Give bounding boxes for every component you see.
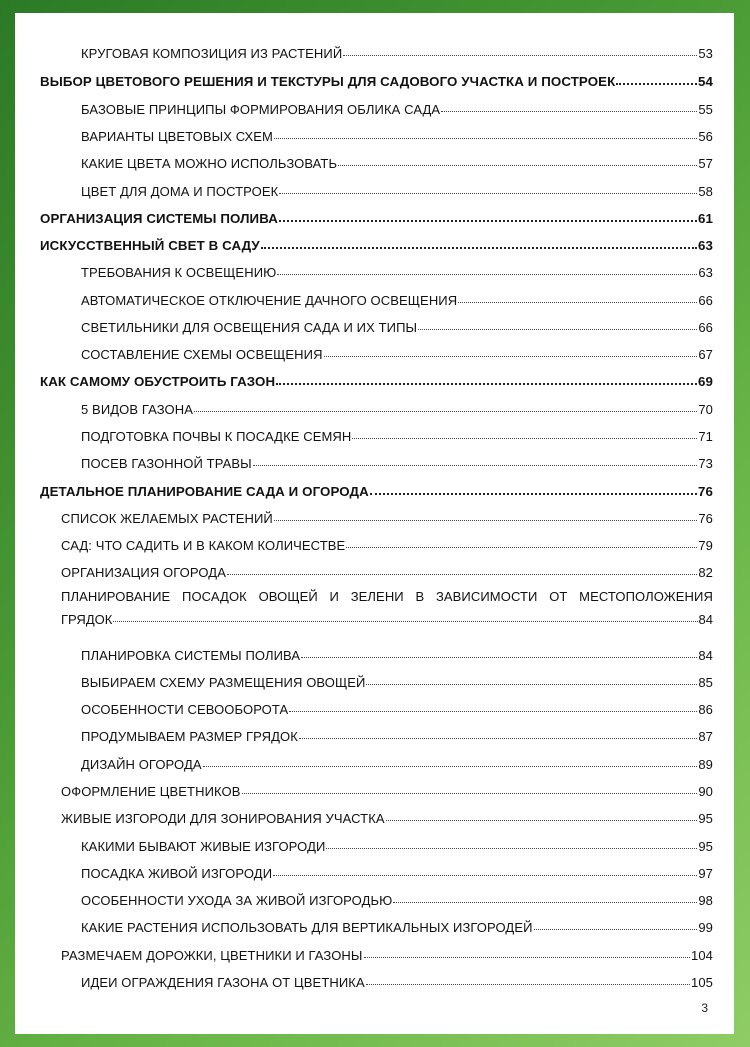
toc-entry-title: ЖИВЫЕ ИЗГОРОДИ ДЛЯ ЗОНИРОВАНИЯ УЧАСТКА (61, 811, 385, 826)
toc-entry[interactable] (81, 315, 713, 335)
toc-entry[interactable] (81, 342, 713, 362)
toc-entry[interactable] (81, 151, 713, 171)
toc-entry-page: 85 (698, 675, 713, 690)
toc-entry-title: АВТОМАТИЧЕСКОЕ ОТКЛЮЧЕНИЕ ДАЧНОГО ОСВЕЩЕНИЯ (81, 293, 458, 308)
toc-entry[interactable] (81, 724, 713, 744)
dot-leader (338, 165, 697, 166)
toc-entry[interactable] (81, 970, 713, 990)
toc-entry-title: ПЛАНИРОВКА СИСТЕМЫ ПОЛИВА (81, 648, 301, 663)
toc-entry-title-word: ЗАВИСИМОСТИ (435, 589, 538, 604)
toc-entry-page: 79 (698, 538, 713, 553)
dot-leader (274, 138, 697, 139)
toc-entry-page: 76 (698, 484, 713, 499)
dot-leader (326, 848, 697, 849)
dot-leader (194, 411, 697, 412)
toc-entry-page: 55 (698, 102, 713, 117)
toc-entry-title-word: МЕСТОПОЛОЖЕНИЯ (579, 589, 713, 604)
toc-entry[interactable] (61, 806, 713, 826)
toc-entry[interactable] (61, 779, 713, 799)
toc-entry-title: ПРОДУМЫВАЕМ РАЗМЕР ГРЯДОК (81, 729, 298, 744)
toc-entry[interactable] (81, 643, 713, 663)
toc-entry-page: 95 (698, 811, 713, 826)
dot-leader (279, 193, 697, 194)
toc-entry-title: ДИЗАЙН ОГОРОДА (81, 757, 202, 772)
toc-entry-title: КРУГОВАЯ КОМПОЗИЦИЯ ИЗ РАСТЕНИЙ (81, 46, 343, 61)
toc-entry-title: КАКИМИ БЫВАЮТ ЖИВЫЕ ИЗГОРОДИ (81, 839, 326, 854)
toc-entry-page: 86 (698, 702, 713, 717)
toc-entry-title: ДЕТАЛЬНОЕ ПЛАНИРОВАНИЕ САДА И ОГОРОДА (40, 484, 369, 499)
toc-entry-title: КАКИЕ ЦВЕТА МОЖНО ИСПОЛЬЗОВАТЬ (81, 156, 338, 171)
toc-entry-title: ВАРИАНТЫ ЦВЕТОВЫХ СХЕМ (81, 129, 273, 144)
toc-entry-title: РАЗМЕЧАЕМ ДОРОЖКИ, ЦВЕТНИКИ И ГАЗОНЫ (61, 948, 363, 963)
dot-leader (301, 657, 697, 658)
dot-leader (253, 465, 698, 466)
toc-entry-title: ТРЕБОВАНИЯ К ОСВЕЩЕНИЮ (81, 265, 277, 280)
dot-leader (261, 247, 697, 249)
toc-chapter[interactable] (40, 479, 713, 499)
dot-leader (343, 55, 697, 56)
toc-entry-page: 63 (698, 265, 713, 280)
toc-entry-page: 61 (698, 211, 713, 226)
toc-entry-page: 90 (698, 784, 713, 799)
dot-leader (393, 902, 697, 903)
toc-entry-title-word: ГРЯДОК (61, 612, 113, 627)
dot-leader (616, 83, 697, 85)
toc-entry-page: 95 (698, 839, 713, 854)
dot-leader (227, 574, 697, 575)
toc-entry-page: 58 (698, 184, 713, 199)
toc-entry-page: 54 (698, 74, 713, 89)
toc-entry[interactable] (81, 451, 713, 471)
toc-entry[interactable] (61, 943, 713, 963)
toc-entry-page: 66 (698, 293, 713, 308)
toc-entry[interactable] (81, 41, 713, 61)
dot-leader (279, 220, 697, 222)
toc-entry-page: 56 (698, 129, 713, 144)
dot-leader (386, 820, 698, 821)
toc-entry-title: ОФОРМЛЕНИЕ ЦВЕТНИКОВ (61, 784, 241, 799)
toc-entry-page: 105 (691, 975, 713, 990)
toc-entry-page: 82 (698, 565, 713, 580)
toc-entry-title-word: ПОСАДОК (182, 589, 247, 604)
toc-entry-title: ОСОБЕННОСТИ УХОДА ЗА ЖИВОЙ ИЗГОРОДЬЮ (81, 893, 393, 908)
toc-entry-page: 84 (698, 648, 713, 663)
toc-entry-title-word: ОТ (549, 589, 568, 604)
dot-leader (113, 621, 697, 622)
toc-entry-page: 73 (698, 456, 713, 471)
toc-entry-page: 76 (698, 511, 713, 526)
dot-leader (277, 274, 697, 275)
toc-entry-page: 63 (698, 238, 713, 253)
toc-entry[interactable] (81, 670, 713, 690)
toc-entry-title-word: ПЛАНИРОВАНИЕ (61, 589, 171, 604)
dot-leader (364, 957, 690, 958)
toc-entry[interactable] (81, 97, 713, 117)
dot-leader (276, 383, 697, 385)
toc-entry-title: ВЫБИРАЕМ СХЕМУ РАЗМЕЩЕНИЯ ОВОЩЕЙ (81, 675, 366, 690)
dot-leader (370, 493, 697, 495)
toc-entry-page: 89 (698, 757, 713, 772)
toc-entry-title: ВЫБОР ЦВЕТОВОГО РЕШЕНИЯ И ТЕКСТУРЫ ДЛЯ САДОВОГО УЧАСТКА И ПОСТРОЕК (40, 74, 616, 89)
toc-chapter[interactable] (40, 69, 713, 89)
toc-entry-title: ПОДГОТОВКА ПОЧВЫ К ПОСАДКЕ СЕМЯН (81, 429, 352, 444)
toc-entry-page: 69 (698, 374, 713, 389)
toc-entry[interactable] (81, 888, 713, 908)
dot-leader (458, 302, 697, 303)
toc-chapter[interactable] (40, 233, 713, 253)
toc-entry-title: КАКИЕ РАСТЕНИЯ ИСПОЛЬЗОВАТЬ ДЛЯ ВЕРТИКАЛЬНЫХ ИЗГОРОДЕЙ (81, 920, 533, 935)
toc-entry-title: СПИСОК ЖЕЛАЕМЫХ РАСТЕНИЙ (61, 511, 273, 526)
dot-leader (418, 329, 697, 330)
toc-entry-page: 98 (698, 893, 713, 908)
toc-entry[interactable] (81, 834, 713, 854)
dot-leader (366, 684, 697, 685)
table-of-contents (15, 13, 734, 1034)
toc-entry-page: 84 (698, 612, 713, 627)
toc-entry-title-word: ЗЕЛЕНИ (350, 589, 404, 604)
toc-entry-page: 70 (698, 402, 713, 417)
toc-entry[interactable] (81, 179, 713, 199)
toc-entry[interactable] (81, 288, 713, 308)
toc-entry-page: 97 (698, 866, 713, 881)
dot-leader (289, 711, 697, 712)
dot-leader (299, 738, 697, 739)
toc-entry[interactable] (61, 506, 713, 526)
dot-leader (346, 547, 697, 548)
dot-leader (324, 356, 698, 357)
toc-entry-title: ЦВЕТ ДЛЯ ДОМА И ПОСТРОЕК (81, 184, 279, 199)
toc-entry-title-word: В (415, 589, 425, 604)
toc-entry-page: 66 (698, 320, 713, 335)
toc-entry[interactable] (81, 260, 713, 280)
toc-entry-title: БАЗОВЫЕ ПРИНЦИПЫ ФОРМИРОВАНИЯ ОБЛИКА САДА (81, 102, 441, 117)
toc-entry-title: ОРГАНИЗАЦИЯ ОГОРОДА (61, 565, 226, 580)
toc-entry[interactable] (81, 397, 713, 417)
toc-entry[interactable] (81, 915, 713, 935)
toc-chapter[interactable] (40, 369, 713, 389)
toc-entry-title: САД: ЧТО САДИТЬ И В КАКОМ КОЛИЧЕСТВЕ (61, 538, 346, 553)
dot-leader (366, 984, 690, 985)
toc-entry-title: 5 ВИДОВ ГАЗОНА (81, 402, 194, 417)
toc-entry-title: СОСТАВЛЕНИЕ СХЕМЫ ОСВЕЩЕНИЯ (81, 347, 323, 362)
dot-leader (242, 793, 698, 794)
toc-entry-title: СВЕТИЛЬНИКИ ДЛЯ ОСВЕЩЕНИЯ САДА И ИХ ТИПЫ (81, 320, 418, 335)
toc-chapter[interactable] (40, 206, 713, 226)
toc-entry-page: 99 (698, 920, 713, 935)
toc-entry[interactable] (61, 560, 713, 580)
toc-entry-title: ИСКУССТВЕННЫЙ СВЕТ В САДУ (40, 238, 260, 253)
toc-entry-page: 57 (698, 156, 713, 171)
toc-entry-title: ОРГАНИЗАЦИЯ СИСТЕМЫ ПОЛИВА (40, 211, 278, 226)
page-number: 3 (701, 1001, 708, 1015)
dot-leader (534, 929, 698, 930)
toc-entry-title-word: ОВОЩЕЙ (258, 589, 318, 604)
toc-entry-page: 104 (691, 948, 713, 963)
toc-entry[interactable] (81, 424, 713, 444)
toc-entry-page: 71 (698, 429, 713, 444)
toc-entry[interactable] (81, 861, 713, 881)
toc-entry-title: ПОСЕВ ГАЗОННОЙ ТРАВЫ (81, 456, 252, 471)
toc-entry[interactable] (61, 533, 713, 553)
toc-entry[interactable] (81, 752, 713, 772)
toc-entry[interactable] (81, 124, 713, 144)
toc-entry-title: ПОСАДКА ЖИВОЙ ИЗГОРОДИ (81, 866, 273, 881)
toc-entry-page: 53 (698, 46, 713, 61)
toc-entry-title: ИДЕИ ОГРАЖДЕНИЯ ГАЗОНА ОТ ЦВЕТНИКА (81, 975, 365, 990)
dot-leader (203, 766, 698, 767)
dot-leader (273, 875, 697, 876)
dot-leader (274, 520, 697, 521)
toc-entry[interactable] (81, 697, 713, 717)
dot-leader (352, 438, 697, 439)
toc-entry-title: ОСОБЕННОСТИ СЕВООБОРОТА (81, 702, 289, 717)
toc-entry[interactable] (61, 589, 713, 627)
toc-entry-page: 67 (698, 347, 713, 362)
document-page (15, 13, 734, 1034)
toc-entry-title: КАК САМОМУ ОБУСТРОИТЬ ГАЗОН (40, 374, 276, 389)
toc-entry-page: 87 (698, 729, 713, 744)
toc-entry-title-word: И (329, 589, 339, 604)
dot-leader (441, 111, 697, 112)
